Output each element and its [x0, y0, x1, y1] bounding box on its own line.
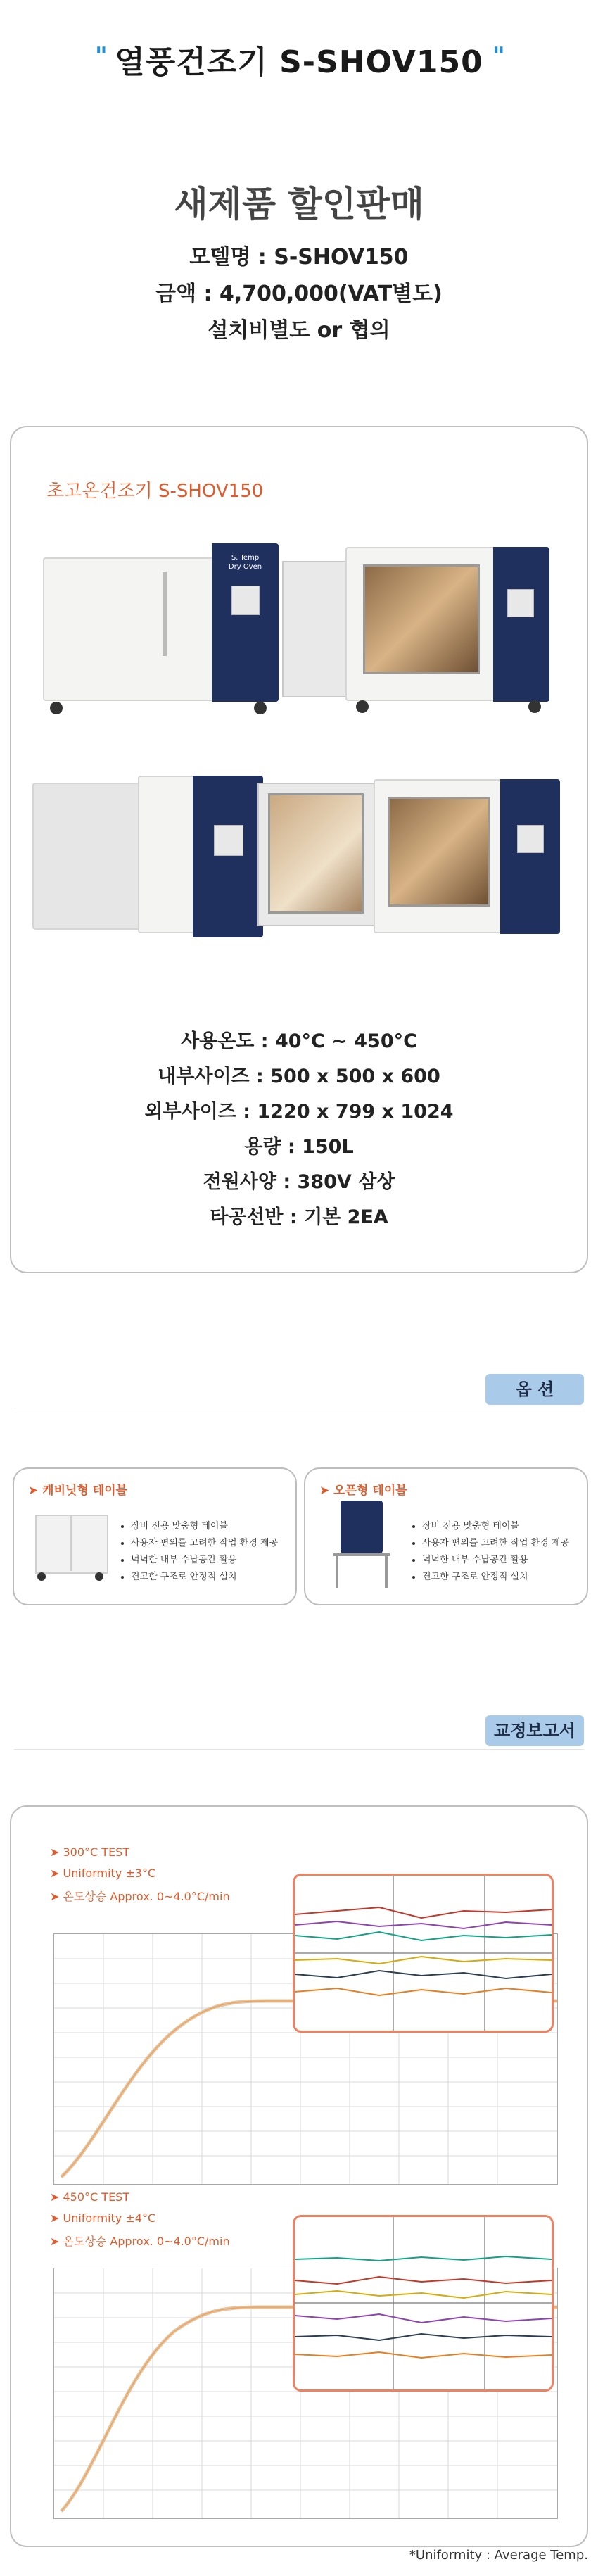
open-table-image: [330, 1501, 393, 1596]
test-temp: 450°C TEST: [63, 2190, 130, 2204]
model-name: 모델명 : S-SHOV150: [189, 245, 409, 270]
calibration-zoom-300: [293, 1874, 554, 2033]
test-uniformity: Uniformity ±3°C: [63, 1867, 156, 1880]
option-bullets: [411, 1518, 569, 1586]
test-temp: 300°C TEST: [63, 1845, 130, 1859]
option-title: 오픈형 테이블: [333, 1484, 407, 1498]
product-image-open: [282, 540, 564, 716]
spec-shelf: 타공선반 : 기본 2EA: [210, 1206, 388, 1228]
list-item: • 넉넉한 내부 수납공간 활용: [131, 1552, 278, 1569]
option-title: 캐비닛형 테이블: [42, 1484, 128, 1498]
arrow-icon: ➤: [50, 1890, 63, 1903]
spec-temperature: 사용온도 : 40°C ~ 450°C: [181, 1030, 417, 1052]
product-image-closed: [43, 543, 282, 716]
panel-logo: S. Temp Dry Oven: [228, 554, 262, 571]
arrow-icon: ➤: [50, 1867, 63, 1880]
list-item: • 장비 전용 맞춤형 테이블: [422, 1518, 569, 1535]
arrow-icon: ➤: [50, 2190, 63, 2204]
spec-power: 전원사양 : 380V 삼상: [203, 1171, 395, 1193]
arrow-icon: ➤: [50, 1845, 63, 1859]
calibration-report: [10, 1805, 588, 2547]
options-tag: 옵 션: [485, 1374, 584, 1405]
uniformity-footnote: *Uniformity : Average Temp.: [409, 2548, 588, 2563]
arrow-icon: ➤: [319, 1484, 334, 1498]
product-image-side: [32, 776, 272, 948]
test-uniformity: Uniformity ±4°C: [63, 2211, 156, 2225]
arrow-icon: ➤: [28, 1484, 43, 1498]
page-title: 열풍건조기 S-SHOV150: [115, 44, 483, 80]
test-ramp: 온도상승 Approx. 0~4.0°C/min: [63, 2235, 230, 2248]
spec-inner-size: 내부사이즈 : 500 x 500 x 600: [158, 1066, 440, 1087]
product-heading: 초고온건조기 S-SHOV150: [46, 481, 264, 502]
calibration-zoom-450: [293, 2215, 554, 2392]
product-card: [10, 426, 588, 1273]
promo-title: 새제품 할인판매: [174, 184, 424, 225]
cabinet-table-image: [32, 1508, 109, 1585]
product-image-wide-open: [257, 776, 567, 952]
list-item: • 사용자 편의를 고려한 작업 환경 제공: [422, 1535, 569, 1552]
list-item: • 견고한 구조로 안정적 설치: [422, 1569, 569, 1586]
spec-capacity: 용량 : 150L: [244, 1136, 354, 1158]
calibration-tag: 교정보고서: [485, 1715, 584, 1746]
spec-outer-size: 외부사이즈 : 1220 x 799 x 1024: [144, 1101, 454, 1123]
option-cabinet-table: [13, 1467, 297, 1605]
price: 금액 : 4,700,000(VAT별도): [155, 282, 443, 306]
arrow-icon: ➤: [50, 2211, 63, 2225]
list-item: • 견고한 구조로 안정적 설치: [131, 1569, 278, 1586]
install-note: 설치비별도 or 협의: [208, 318, 390, 343]
option-bullets: [120, 1518, 278, 1586]
option-open-table: [304, 1467, 588, 1605]
list-item: • 장비 전용 맞춤형 테이블: [131, 1518, 278, 1535]
quote-right-icon: ": [492, 42, 505, 70]
test-ramp: 온도상승 Approx. 0~4.0°C/min: [63, 1890, 230, 1903]
quote-left-icon: ": [95, 42, 108, 70]
arrow-icon: ➤: [50, 2235, 63, 2248]
list-item: • 넉넉한 내부 수납공간 활용: [422, 1552, 569, 1569]
list-item: • 사용자 편의를 고려한 작업 환경 제공: [131, 1535, 278, 1552]
calibration-divider: [14, 1749, 584, 1750]
